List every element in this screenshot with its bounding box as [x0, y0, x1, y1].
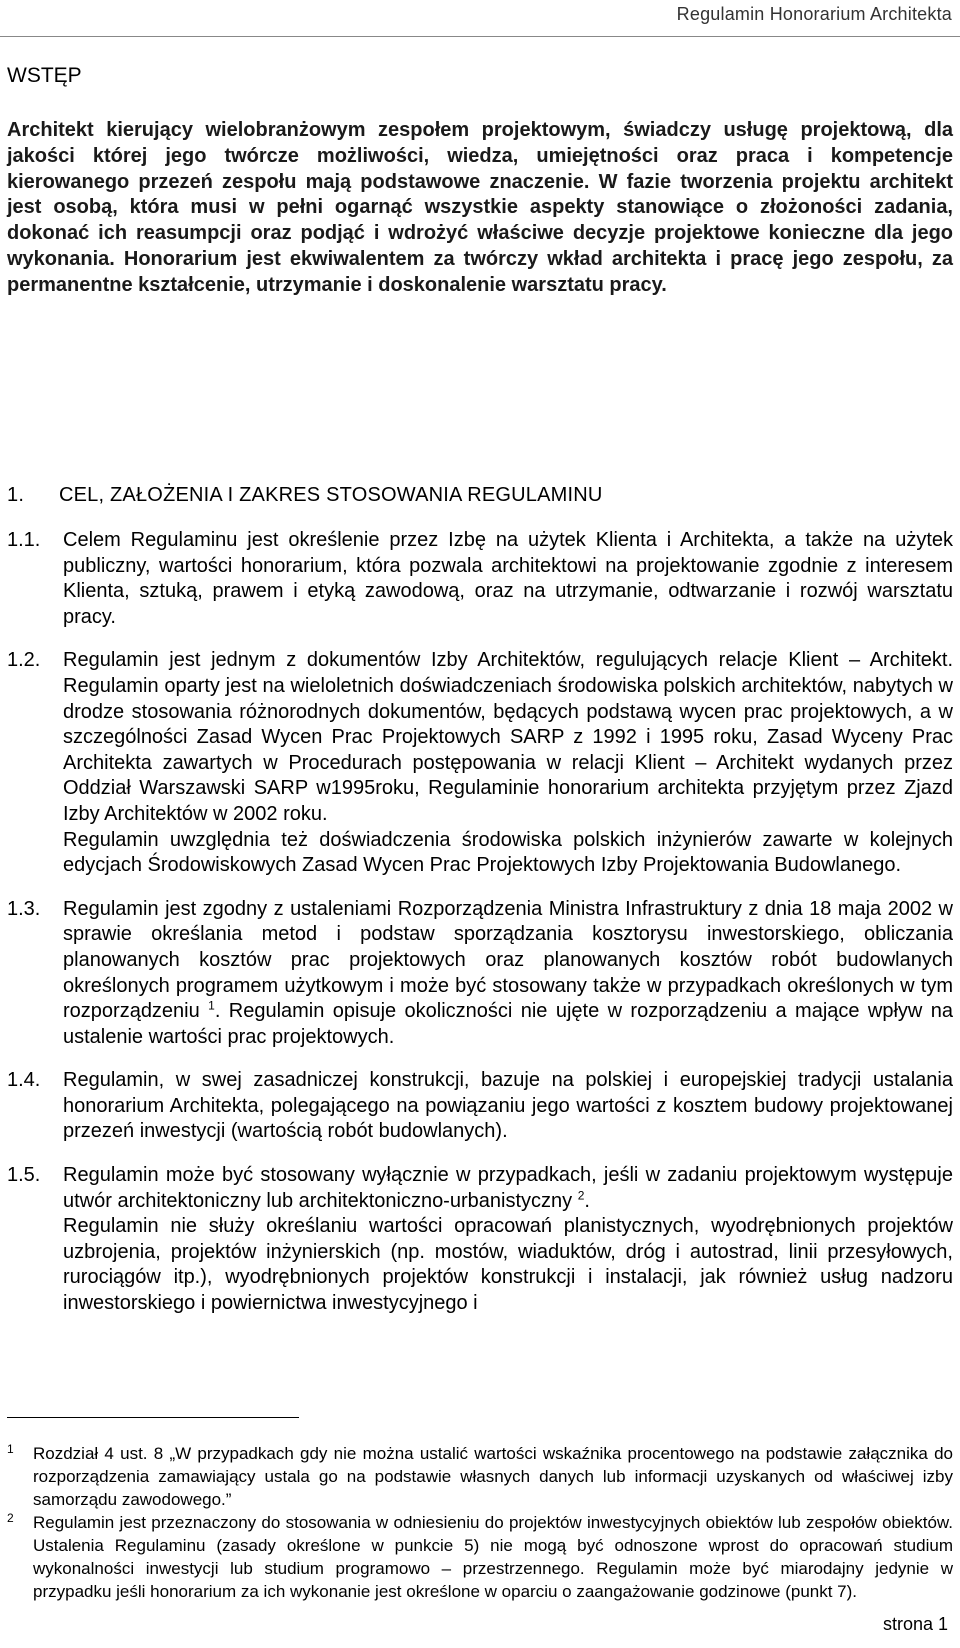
item-paragraph [63, 897, 953, 1051]
header-rule [0, 36, 960, 37]
footnote-separator [7, 1417, 299, 1418]
footnote [7, 1442, 953, 1511]
footnote [7, 1511, 953, 1603]
list-item [7, 528, 953, 630]
footnote-mark: 1 [7, 1442, 14, 1456]
footnote-text: Rozdział 4 ust. 8 „W przypadkach gdy nie można ustalić wartości wskaźnika procentowego na podstawie załącznika do rozporządzenia zamawiający ustala go na podstawie własnych danych lub informacji uzyskanych od właściwej izby samorządu zawodowego.” [33, 1444, 953, 1509]
footnote-mark: 2 [7, 1511, 14, 1525]
item-paragraph: Regulamin jest jednym z dokumentów Izby Architektów, regulujących relacje Klient – Architekt. Regulamin oparty jest na wieloletnich doświadczeniach środowiska polskich architektów, nabytych w drodze stosowania różnorodnych dokumentów, będących podstawą wycen prac projektowych, a w szczególności Zasad Wycen Prac Projektowych SARP z 1992 i 1995 roku, Zasad Wyceny Prac Architekta zawartych w Procedurach postępowania w relacji Klient – Architekt wydanych przez Oddział Warszawski SARP w1995roku, Regulaminie honorarium architekta przyjętym przez Zjazd Izby Architektów w 2002 roku. [63, 649, 953, 825]
item-text: . Regulamin opisuje okoliczności nie ujęte w rozporządzeniu a mające wpływ na ustalenie wartości prac projektowych. [63, 1000, 953, 1048]
item-number: 1.5. [7, 1164, 41, 1187]
item-body [63, 1068, 953, 1145]
footnotes [7, 1442, 953, 1603]
intro-heading: WSTĘP [7, 64, 82, 87]
page-number: strona 1 [882, 1614, 948, 1634]
item-number: 1.2. [7, 649, 41, 672]
footnote-ref[interactable]: 2 [577, 1188, 585, 1202]
list-item [7, 648, 953, 878]
section-heading [7, 484, 603, 507]
intro-paragraph: Architekt kierujący wielobranżowym zespołem projektowym, świadczy usługę projektową, dla jakości której jego twórcze możliwości, wiedza, umiejętności oraz praca i kompetencje kierowanego przezeń zespołu mają podstawowe znaczenie. W fazie tworzenia projektu architekt jest osobą, która musi w pełni ogarnąć wszystkie aspekty stanowiące o złożoności zadania, dokonać ich reasumpcji oraz podjąć i wdrożyć właściwe decyzje projektowe konieczne dla jego wykonania. Honorarium jest ekwiwalentem za twórczy wkład architekta i pracę jego zespołu, za permanentne kształcenie, utrzymanie i doskonalenie warsztatu pracy. [7, 119, 953, 296]
item-number: 1.3. [7, 897, 41, 920]
item-body [63, 528, 953, 630]
list-item [7, 897, 953, 1051]
item-paragraph [63, 1163, 953, 1214]
item-body [63, 1163, 953, 1317]
section-number: 1. [7, 484, 25, 506]
item-body [63, 897, 953, 1051]
footnote-ref[interactable]: 1 [208, 998, 215, 1013]
item-text: Regulamin jest zgodny z ustaleniami Rozporządzenia Ministra Infrastruktury z dnia 18 maja 2002 w sprawie określania metod i podstaw sporządzania kosztorysu inwestorskiego, obliczania planowanych kosztów prac projektowych oraz planowanych kosztów robót budowlanych określonych programem użytkowym i może być stosowany także w przypadkach określonych w tym rozporządzeniu [63, 897, 953, 1023]
running-header: Regulamin Honorarium Architekta [676, 4, 952, 24]
item-paragraph: Regulamin, w swej zasadniczej konstrukcji, bazuje na polskiej i europejskiej tradycji ustalania honorarium Architekta, polegającego na powiązaniu jego wartości z kosztem budowy projektowanej przezeń inwestycji (wartością robót budowlanych). [63, 1069, 953, 1143]
section-items [7, 528, 953, 1335]
item-paragraph: Regulamin uwzględnia też doświadczenia środowiska polskich inżynierów zawarte w kolejnych edycjach Środowiskowych Zasad Wycen Prac Projektowych Izby Projektowania Budowlanego. [63, 828, 953, 877]
list-item [7, 1068, 953, 1145]
item-text: . [584, 1189, 590, 1212]
item-number: 1.1. [7, 529, 41, 551]
item-paragraph: Celem Regulaminu jest określenie przez Izbę na użytek Klienta i Architekta, a także na użytek publiczny, wartości honorarium, która pozwala architektowi na projektowanie zgodnie z interesem Klienta, sztuką, prawem i etyką zawodową, oraz na utrzymanie, odtwarzanie i rozwój warsztatu pracy. [63, 529, 953, 628]
section-title: CEL, ZAŁOŻENIA I ZAKRES STOSOWANIA REGULAMINU [59, 484, 603, 506]
footnote-text: Regulamin jest przeznaczony do stosowania w odniesieniu do projektów inwestycyjnych obiektów lub zespołów obiektów. Ustalenia Regulaminu (zasady określone w punkcie 5) nie mogą być odnoszone wprost do opracowań studium wykonalności inwestycji lub studium programowo – przestrzennego. Regulamin może być miarodajny jedynie w przypadku jeśli honorarium za ich wykonanie jest określone w oparciu o zaangażowanie godzinowe (punkt 7). [33, 1513, 953, 1601]
item-body [63, 648, 953, 878]
item-number: 1.4. [7, 1069, 41, 1092]
item-paragraph: Regulamin nie służy określaniu wartości opracowań planistycznych, wyodrębnionych projektów uzbrojenia, projektów inżynierskich (np. mostów, wiaduktów, dróg i autostrad, linii przesyłowych, rurociągów itp.), wyodrębnionych projektów konstrukcji i instalacji, jak również usług nadzoru inwestorskiego i powiernictwa inwestycyjnego i [63, 1215, 953, 1315]
list-item [7, 1163, 953, 1317]
item-text: Regulamin może być stosowany wyłącznie w przypadkach, jeśli w zadaniu projektowym występuje utwór architektoniczny lub architektoniczno-urbanistyczny [63, 1164, 953, 1212]
